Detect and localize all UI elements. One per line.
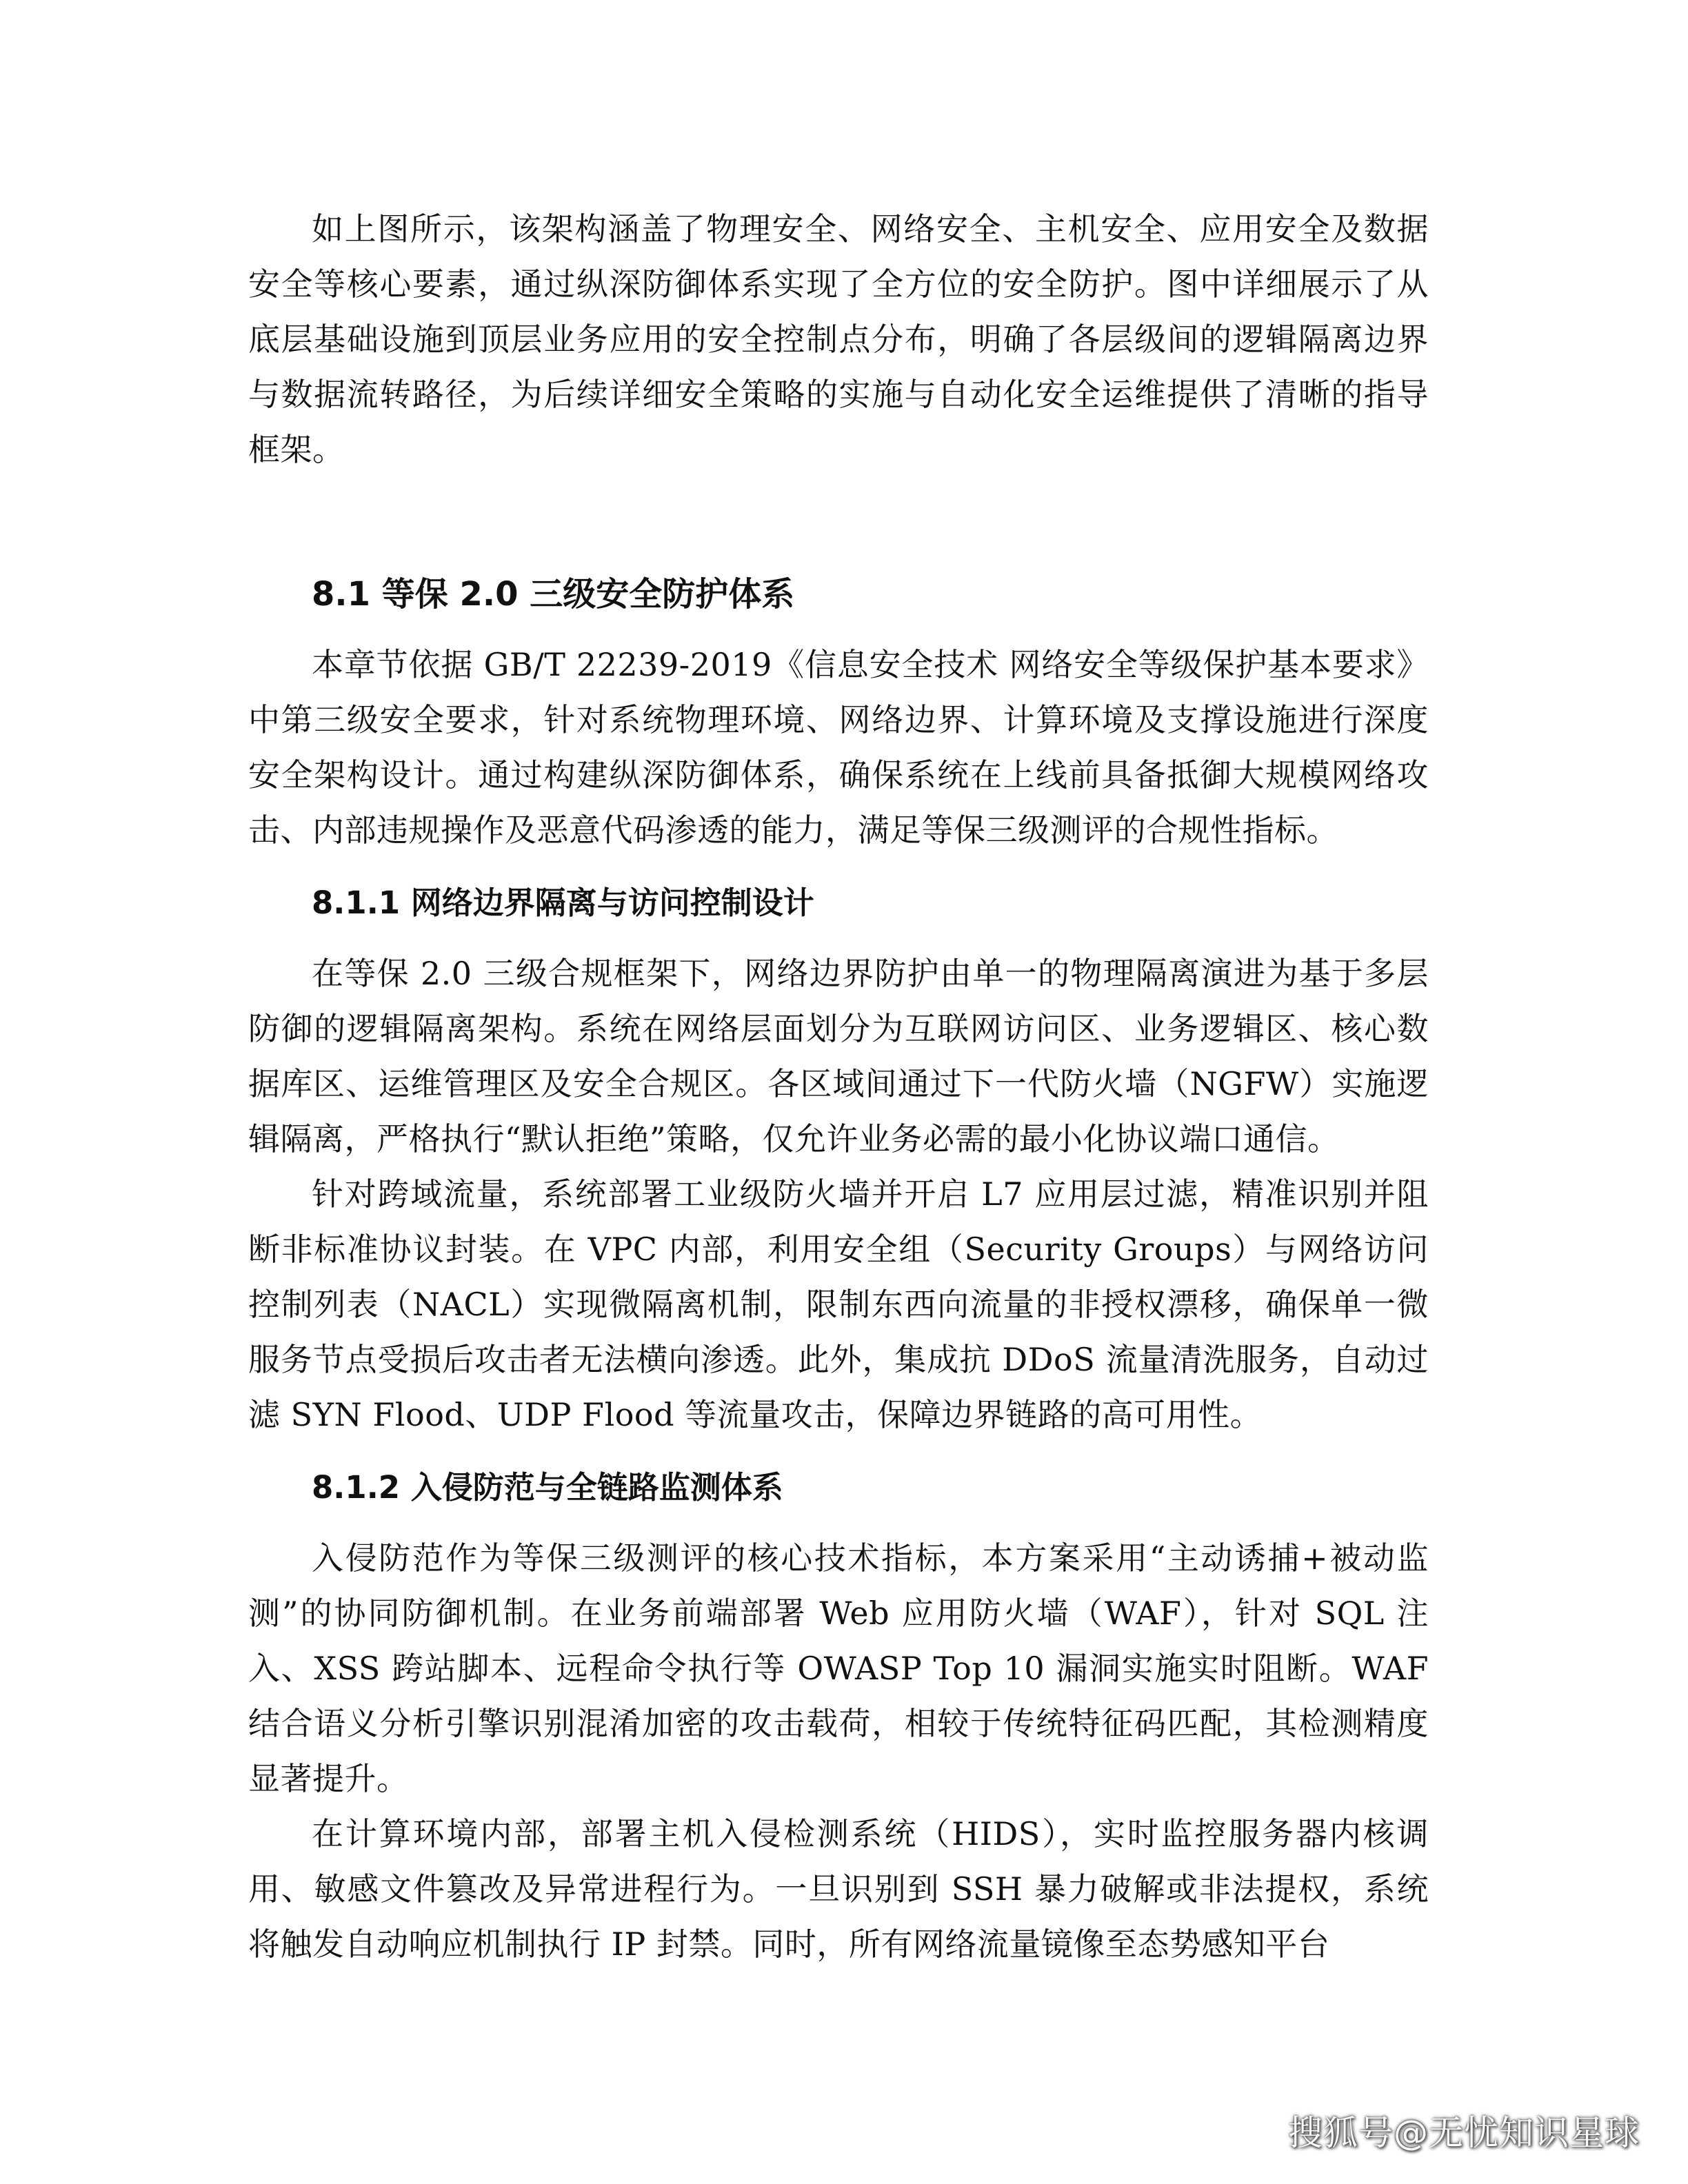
section-8-1-1-paragraph-2: 针对跨域流量，系统部署工业级防火墙并开启 L7 应用层过滤，精准识别并阻断非标准协议封装。在 VPC 内部，利用安全组（Security Groups）与网络访问控制列表（NACL）实现微隔离机制，限制东西向流量的非授权漂移，确保单一微服务节点受损后攻击者无法横向渗透。此外，集成抗 DDoS 流量清洗服务，自动过滤 SYN Flood、UDP Flood 等流量攻击，保障边界链路的高可用性。 [248, 1175, 1429, 1433]
section-8-1-2-paragraph-1: 入侵防范作为等保三级测评的核心技术指标，本方案采用“主动诱捕+被动监测”的协同防御机制。在业务前端部署 Web 应用防火墙（WAF），针对 SQL 注入、XSS 跨站脚本、远程命令执行等 OWASP Top 10 漏洞实施实时阻断。WAF 结合语义分析引擎识别混淆加密的攻击载荷，相较于传统特征码匹配，其检测精度显著提升。 [248, 1539, 1429, 1797]
section-heading-8-1-2: 8.1.2 入侵防范与全链路监测体系 [312, 1469, 783, 1506]
section-8-1-1-paragraph-1: 在等保 2.0 三级合规框架下，网络边界防护由单一的物理隔离演进为基于多层防御的逻辑隔离架构。系统在网络层面划分为互联网访问区、业务逻辑区、核心数据库区、运维管理区及安全合规区。各区域间通过下一代防火墙（NGFW）实施逻辑隔离，严格执行“默认拒绝”策略，仅允许业务必需的最小化协议端口通信。 [248, 955, 1429, 1157]
watermark-text: 搜狐号@无忧知识星球 [1288, 2113, 1640, 2153]
section-heading-8-1: 8.1 等保 2.0 三级安全防护体系 [312, 575, 795, 614]
section-8-1-paragraph: 本章节依据 GB/T 22239-2019《信息安全技术 网络安全等级保护基本要求》中第三级安全要求，针对系统物理环境、网络边界、计算环境及支撑设施进行深度安全架构设计。通过构建纵深防御体系，确保系统在上线前具备抵御大规模网络攻击、内部违规操作及恶意代码渗透的能力，满足等保三级测评的合规性指标。 [248, 646, 1429, 849]
section-heading-8-1-1: 8.1.1 网络边界隔离与访问控制设计 [312, 884, 814, 921]
section-8-1-2-paragraph-2: 在计算环境内部，部署主机入侵检测系统（HIDS），实时监控服务器内核调用、敏感文件篡改及异常进程行为。一旦识别到 SSH 暴力破解或非法提权，系统将触发自动响应机制执行 IP 封禁。同时，所有网络流量镜像至态势感知平台 [248, 1815, 1429, 1963]
document-page [248, 201, 1429, 1972]
intro-paragraph: 如上图所示，该架构涵盖了物理安全、网络安全、主机安全、应用安全及数据安全等核心要素，通过纵深防御体系实现了全方位的安全防护。图中详细展示了从底层基础设施到顶层业务应用的安全控制点分布，明确了各层级间的逻辑隔离边界与数据流转路径，为后续详细安全策略的实施与自动化安全运维提供了清晰的指导框架。 [248, 210, 1429, 468]
